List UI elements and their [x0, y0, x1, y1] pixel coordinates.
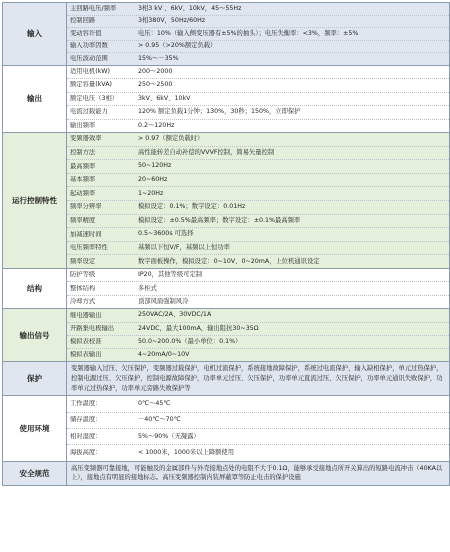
row-label: 模拟表校准 [70, 337, 102, 345]
table-row [67, 28, 449, 41]
section-title: 结构 [3, 269, 67, 309]
row-label: 控制回路 [70, 17, 96, 25]
table-row [67, 396, 449, 412]
section-title: 安全规范 [3, 462, 67, 486]
table-row [67, 228, 449, 242]
row-label: 电流过载能力 [70, 108, 108, 116]
row-value: 0.2～120Hz [138, 121, 175, 129]
section-4 [3, 309, 449, 362]
row-value: 数字面板操作，模拟设定：0~10V、0~20mA，上位机通讯设定 [138, 257, 320, 265]
row-value: 20~60Hz [138, 175, 168, 183]
section-5 [3, 362, 449, 396]
row-value: 电压：10%（输入侧变压器有±5%的抽头）；电压失衡率：<3%，频率：±5% [138, 29, 359, 37]
row-label: 频率设定 [70, 257, 96, 265]
row-label: 额定电压（3相） [70, 94, 119, 102]
table-row [67, 242, 449, 256]
row-value: 4~20mA/0~10V [138, 351, 190, 358]
section-title: 输出信号 [3, 309, 67, 361]
table-row [67, 323, 449, 336]
section-title: 保护 [3, 362, 67, 395]
row-value: 250～2500 [138, 81, 173, 89]
table-row [67, 41, 449, 54]
table-row [67, 413, 449, 429]
table-row [67, 160, 449, 174]
row-label: 输出频率 [70, 121, 96, 129]
row-value: 3相380V，50Hz/60Hz [138, 17, 206, 25]
row-label: 储存温度： [70, 416, 102, 424]
row-label: 防护等级 [70, 271, 96, 279]
section-text: 变频器输入过压、欠压保护，变频器过载保护，电机过流保护，系统接地故障保护，系统过电流保护，输入缺相保护，单元过热保护，控制电源过压、欠压保护，控制电源故障保护，功率单元过压、欠压保护，功率单元直流过压、欠压保护，功率单元通讯失败保护，功率单元过热保护，功率单元旁路失败保护等 [71, 365, 443, 392]
row-value: 5%～90%（无凝露） [138, 432, 200, 440]
row-value: IP20，其他等级可定制 [138, 271, 203, 279]
section-0 [3, 3, 449, 66]
section-title: 输出 [3, 66, 67, 133]
row-value: 0℃～45℃ [138, 400, 171, 407]
row-value: > 0.97（额定负载时） [138, 135, 204, 143]
table-row [67, 269, 449, 283]
row-label: 整体结构 [70, 284, 96, 292]
table-row [67, 53, 449, 65]
row-value: 200～2000 [138, 67, 173, 75]
table-row [67, 215, 449, 229]
row-label: 海拔高度： [70, 449, 102, 457]
row-label: 基本频率 [70, 176, 96, 184]
table-row [67, 309, 449, 322]
row-label: 继电器输出 [70, 311, 102, 319]
row-value: 120% 额定负载1分钟；130%，30秒；150%，立即保护 [138, 108, 301, 116]
section-6 [3, 396, 449, 461]
table-row [67, 79, 449, 93]
section-title: 使用环境 [3, 396, 67, 460]
row-value: 模拟设定：0.1%；数字设定：0.01Hz [138, 203, 246, 211]
row-label: 电压频率特性 [70, 244, 108, 252]
section-3 [3, 269, 449, 310]
table-row [67, 120, 449, 133]
row-label: 适用电机(kW) [70, 67, 110, 75]
row-label: 起动频率 [70, 189, 96, 197]
row-value: 0.5~3600s 可选择 [138, 230, 194, 238]
table-row [67, 349, 449, 361]
row-label: 相对湿度： [70, 432, 102, 440]
row-label: 输入功率因数 [70, 42, 108, 50]
table-row [67, 255, 449, 268]
table-row [67, 66, 449, 80]
table-row [67, 147, 449, 161]
table-row [67, 3, 449, 16]
table-row [67, 174, 449, 188]
table-row [67, 445, 449, 460]
table-row [67, 201, 449, 215]
table-row [67, 16, 449, 29]
row-value: 15%～－35% [138, 54, 179, 62]
row-label: 冷却方式 [70, 298, 96, 306]
row-value: 模拟设定：±0.5%最高频率；数字设定：±0.1%最高频率 [138, 216, 301, 224]
row-value: < 1000米，1000米以上降额使用 [138, 448, 234, 456]
spec-table [2, 2, 450, 486]
row-label: 开路集电极输出 [70, 324, 115, 332]
table-row [67, 106, 449, 120]
row-value: 50.0~200.0%（最小单位：0.1%） [138, 337, 242, 345]
table-row [67, 133, 449, 147]
row-value: > 0.95（>20%额定负载） [138, 42, 217, 50]
row-value: 3相3 kV 、6kV、10kV，45～55Hz [138, 4, 242, 12]
row-label: 加减速时间 [70, 230, 102, 238]
row-value: 多柜式 [138, 284, 157, 292]
row-label: 模拟表输出 [70, 351, 102, 359]
section-1 [3, 66, 449, 134]
row-value: 高性能转差自动补偿的VVVF控制，简易矢量控制 [138, 148, 275, 156]
row-value: 基频以下恒V/F，基频以上恒功率 [138, 243, 230, 251]
row-value: 1~20Hz [138, 189, 164, 197]
row-label: 电压波动范围 [70, 54, 108, 62]
section-text: 高压变频器可靠接地，可能触及的金属部件与外壳接地点处的电阻不大于0.1Ω，能够承受接地点所开关算出的短路电流冲击（40KA以上），接地点有明显的接地标志。高压变频器控制内装屏蔽罩等防止电击的保护设施 [71, 464, 443, 482]
row-value: 顶部风扇强制风冷 [138, 298, 189, 306]
row-value: －40℃～70℃ [138, 416, 181, 424]
row-label: 频率精度 [70, 216, 96, 224]
table-row [67, 187, 449, 201]
table-row [67, 336, 449, 349]
row-label: 控制方法 [70, 148, 96, 156]
row-label: 频率分辨率 [70, 203, 102, 211]
section-title: 运行控制特性 [3, 133, 67, 268]
row-label: 工作温度： [70, 400, 102, 408]
row-value: 50~120Hz [138, 162, 172, 170]
table-row [67, 429, 449, 445]
row-label: 最高频率 [70, 162, 96, 170]
table-row [67, 296, 449, 309]
table-row [67, 93, 449, 107]
row-label: 变动容许值 [70, 29, 102, 37]
table-row [67, 282, 449, 296]
row-label: 额定容量(kVA) [70, 81, 112, 89]
row-value: 3kV、6kV、10kV [138, 94, 191, 102]
section-title: 输入 [3, 3, 67, 65]
row-value: 250VAC/2A、30VDC/1A [138, 311, 212, 319]
section-7 [3, 462, 449, 486]
row-value: 24VDC，最大100mA，输出阻抗30~35Ω [138, 324, 259, 332]
row-label: 变频器效率 [70, 135, 102, 143]
row-label: 主回路电压/频率 [70, 4, 117, 12]
section-2 [3, 133, 449, 269]
